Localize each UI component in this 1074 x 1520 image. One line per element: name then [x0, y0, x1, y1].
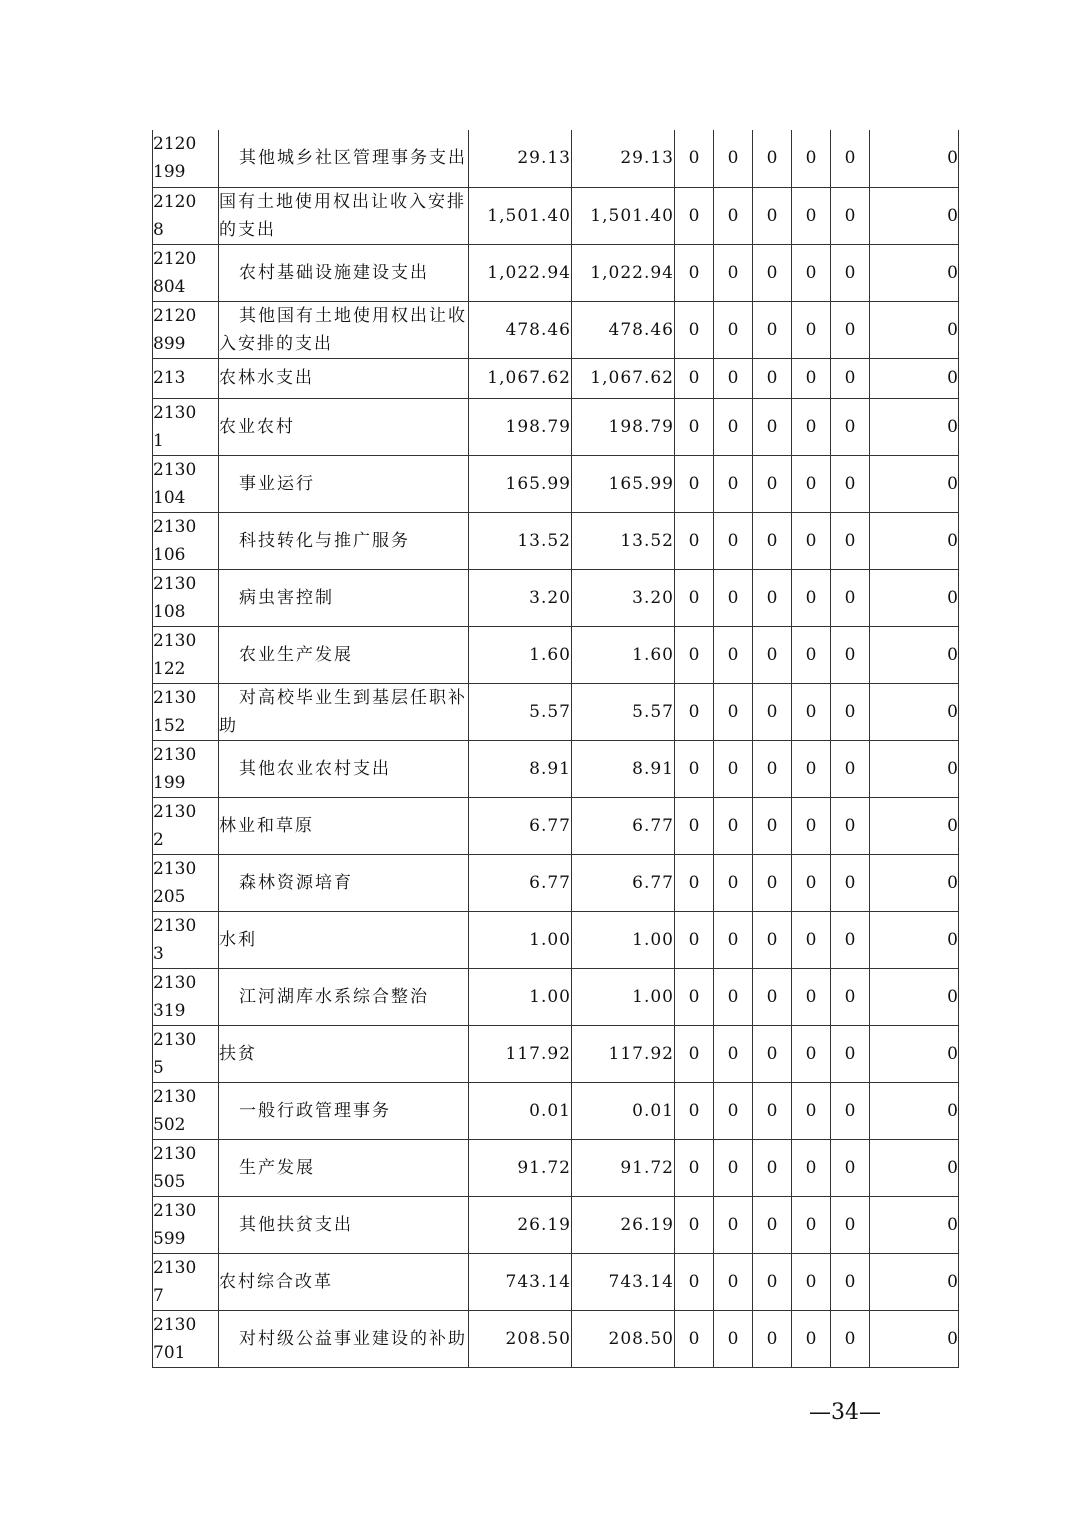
amount-cell: 117.92 [469, 1025, 572, 1082]
amount-cell: 208.50 [572, 1310, 675, 1367]
item-code-text: 2130 108 [153, 573, 197, 622]
item-name-text: 其他农业农村支出 [239, 758, 391, 779]
amount-cell: 165.99 [572, 455, 675, 512]
zero-cell: 0 [675, 455, 714, 512]
zero-cell: 0 [792, 683, 831, 740]
zero-cell: 0 [714, 301, 753, 358]
item-name [219, 740, 469, 797]
item-name-text: 对村级公益事业建设的补助 [239, 1328, 467, 1349]
zero-cell: 0 [870, 683, 959, 740]
amount-cell: 91.72 [572, 1139, 675, 1196]
item-code-text: 2130 505 [153, 1143, 197, 1192]
item-code-text: 2130 104 [153, 459, 197, 508]
zero-cell: 0 [675, 244, 714, 301]
amount-cell: 478.46 [469, 301, 572, 358]
zero-cell: 0 [792, 1082, 831, 1139]
zero-cell: 0 [792, 626, 831, 683]
amount-cell: 8.91 [572, 740, 675, 797]
zero-cell: 0 [714, 130, 753, 187]
item-code-text: 2120 804 [153, 248, 197, 297]
budget-table [152, 130, 959, 1368]
item-name-text: 扶贫 [219, 1043, 257, 1064]
amount-cell: 198.79 [469, 398, 572, 455]
table-row [153, 569, 959, 626]
zero-cell: 0 [714, 797, 753, 854]
zero-cell: 0 [831, 130, 870, 187]
amount-cell: 1,022.94 [572, 244, 675, 301]
zero-cell: 0 [792, 130, 831, 187]
amount-cell: 165.99 [469, 455, 572, 512]
table-row [153, 1196, 959, 1253]
item-name-text: 其他国有土地使用权出让收入安排的支出 [219, 305, 467, 354]
table-row [153, 797, 959, 854]
item-name [219, 512, 469, 569]
zero-cell: 0 [714, 854, 753, 911]
zero-cell: 0 [870, 968, 959, 1025]
table-row [153, 1253, 959, 1310]
item-code [153, 358, 219, 398]
table-row [153, 512, 959, 569]
amount-cell: 13.52 [469, 512, 572, 569]
zero-cell: 0 [870, 1139, 959, 1196]
item-name-text: 森林资源培育 [239, 872, 353, 893]
item-code-text: 2120 199 [153, 134, 197, 183]
item-name-text: 对高校毕业生到基层任职补助 [219, 687, 467, 736]
zero-cell: 0 [792, 569, 831, 626]
zero-cell: 0 [753, 1253, 792, 1310]
zero-cell: 0 [792, 1310, 831, 1367]
zero-cell: 0 [792, 244, 831, 301]
zero-cell: 0 [870, 1025, 959, 1082]
zero-cell: 0 [831, 1139, 870, 1196]
item-name-text: 国有土地使用权出让收入安排的支出 [219, 191, 466, 240]
zero-cell: 0 [831, 301, 870, 358]
item-code [153, 455, 219, 512]
item-name-text: 农业生产发展 [239, 644, 353, 665]
amount-cell: 478.46 [572, 301, 675, 358]
item-code [153, 301, 219, 358]
zero-cell: 0 [675, 398, 714, 455]
table-row [153, 1082, 959, 1139]
item-code [153, 797, 219, 854]
zero-cell: 0 [675, 683, 714, 740]
item-name [219, 398, 469, 455]
item-code-text: 2130 7 [153, 1257, 197, 1306]
amount-cell: 6.77 [469, 854, 572, 911]
item-code [153, 683, 219, 740]
zero-cell: 0 [792, 455, 831, 512]
zero-cell: 0 [753, 626, 792, 683]
zero-cell: 0 [831, 797, 870, 854]
item-code [153, 626, 219, 683]
amount-cell: 5.57 [572, 683, 675, 740]
item-name-text: 农村基础设施建设支出 [239, 262, 429, 283]
amount-cell: 1.00 [572, 968, 675, 1025]
item-code [153, 130, 219, 187]
zero-cell: 0 [870, 512, 959, 569]
zero-cell: 0 [870, 1253, 959, 1310]
zero-cell: 0 [714, 683, 753, 740]
zero-cell: 0 [831, 358, 870, 398]
item-code-text: 2130 5 [153, 1029, 197, 1078]
amount-cell: 6.77 [469, 797, 572, 854]
amount-cell: 1.00 [469, 911, 572, 968]
table-row [153, 187, 959, 244]
amount-cell: 6.77 [572, 854, 675, 911]
item-code-text: 2130 199 [153, 744, 197, 793]
zero-cell: 0 [675, 512, 714, 569]
zero-cell: 0 [714, 1253, 753, 1310]
item-code-text: 213 [153, 368, 186, 388]
zero-cell: 0 [714, 455, 753, 512]
zero-cell: 0 [831, 626, 870, 683]
item-name [219, 358, 469, 398]
table-row [153, 683, 959, 740]
amount-cell: 1.00 [572, 911, 675, 968]
zero-cell: 0 [675, 130, 714, 187]
zero-cell: 0 [870, 398, 959, 455]
item-code-text: 2120 8 [153, 191, 197, 240]
zero-cell: 0 [831, 1082, 870, 1139]
zero-cell: 0 [792, 1139, 831, 1196]
zero-cell: 0 [675, 569, 714, 626]
amount-cell: 1.00 [469, 968, 572, 1025]
zero-cell: 0 [753, 569, 792, 626]
item-name [219, 626, 469, 683]
zero-cell: 0 [792, 187, 831, 244]
zero-cell: 0 [675, 740, 714, 797]
amount-cell: 3.20 [572, 569, 675, 626]
zero-cell: 0 [870, 569, 959, 626]
item-name-text: 科技转化与推广服务 [239, 530, 410, 551]
zero-cell: 0 [831, 968, 870, 1025]
zero-cell: 0 [753, 854, 792, 911]
item-name-text: 一般行政管理事务 [239, 1100, 391, 1121]
zero-cell: 0 [714, 911, 753, 968]
item-name-text: 林业和草原 [219, 815, 314, 836]
zero-cell: 0 [831, 187, 870, 244]
amount-cell: 1.60 [469, 626, 572, 683]
zero-cell: 0 [753, 1139, 792, 1196]
zero-cell: 0 [714, 569, 753, 626]
item-code [153, 512, 219, 569]
zero-cell: 0 [870, 301, 959, 358]
zero-cell: 0 [675, 358, 714, 398]
item-code [153, 740, 219, 797]
amount-cell: 8.91 [469, 740, 572, 797]
item-code [153, 1025, 219, 1082]
item-name [219, 683, 469, 740]
zero-cell: 0 [831, 1253, 870, 1310]
item-name [219, 187, 469, 244]
amount-cell: 198.79 [572, 398, 675, 455]
zero-cell: 0 [870, 740, 959, 797]
zero-cell: 0 [870, 854, 959, 911]
zero-cell: 0 [714, 398, 753, 455]
amount-cell: 29.13 [572, 130, 675, 187]
table-row [153, 398, 959, 455]
zero-cell: 0 [792, 740, 831, 797]
amount-cell: 26.19 [572, 1196, 675, 1253]
amount-cell: 3.20 [469, 569, 572, 626]
item-name [219, 797, 469, 854]
item-code [153, 1253, 219, 1310]
item-code [153, 1082, 219, 1139]
zero-cell: 0 [792, 301, 831, 358]
table-row [153, 455, 959, 512]
item-code-text: 2130 3 [153, 915, 197, 964]
zero-cell: 0 [675, 1025, 714, 1082]
item-name [219, 1310, 469, 1367]
item-name [219, 1082, 469, 1139]
zero-cell: 0 [714, 1310, 753, 1367]
zero-cell: 0 [675, 1139, 714, 1196]
zero-cell: 0 [753, 911, 792, 968]
zero-cell: 0 [753, 187, 792, 244]
zero-cell: 0 [792, 911, 831, 968]
amount-cell: 1,022.94 [469, 244, 572, 301]
item-code [153, 911, 219, 968]
zero-cell: 0 [870, 797, 959, 854]
zero-cell: 0 [675, 1310, 714, 1367]
table-row [153, 1310, 959, 1367]
amount-cell: 5.57 [469, 683, 572, 740]
item-name [219, 1139, 469, 1196]
zero-cell: 0 [792, 1253, 831, 1310]
zero-cell: 0 [753, 1196, 792, 1253]
zero-cell: 0 [753, 1025, 792, 1082]
table-body [153, 130, 959, 1367]
zero-cell: 0 [753, 301, 792, 358]
item-code-text: 2130 599 [153, 1200, 197, 1249]
zero-cell: 0 [831, 512, 870, 569]
zero-cell: 0 [675, 301, 714, 358]
zero-cell: 0 [753, 683, 792, 740]
table-row [153, 968, 959, 1025]
table-row [153, 740, 959, 797]
zero-cell: 0 [714, 1139, 753, 1196]
zero-cell: 0 [870, 244, 959, 301]
zero-cell: 0 [870, 1310, 959, 1367]
page-number: —34— [809, 1400, 881, 1425]
zero-cell: 0 [714, 1082, 753, 1139]
amount-cell: 26.19 [469, 1196, 572, 1253]
zero-cell: 0 [714, 626, 753, 683]
item-name [219, 1253, 469, 1310]
zero-cell: 0 [792, 968, 831, 1025]
zero-cell: 0 [753, 455, 792, 512]
item-code-text: 2130 701 [153, 1314, 197, 1363]
item-name [219, 911, 469, 968]
item-name-text: 其他扶贫支出 [239, 1214, 353, 1235]
amount-cell: 743.14 [469, 1253, 572, 1310]
item-name [219, 455, 469, 512]
zero-cell: 0 [753, 130, 792, 187]
zero-cell: 0 [831, 569, 870, 626]
zero-cell: 0 [792, 358, 831, 398]
table-row [153, 301, 959, 358]
zero-cell: 0 [792, 398, 831, 455]
item-name [219, 130, 469, 187]
zero-cell: 0 [792, 797, 831, 854]
zero-cell: 0 [714, 512, 753, 569]
table-row [153, 1139, 959, 1196]
item-name [219, 301, 469, 358]
item-code [153, 187, 219, 244]
item-name [219, 569, 469, 626]
zero-cell: 0 [831, 1196, 870, 1253]
zero-cell: 0 [870, 911, 959, 968]
item-name-text: 事业运行 [239, 473, 315, 494]
zero-cell: 0 [753, 1310, 792, 1367]
zero-cell: 0 [753, 358, 792, 398]
table-row [153, 911, 959, 968]
zero-cell: 0 [831, 1310, 870, 1367]
zero-cell: 0 [792, 512, 831, 569]
item-name [219, 1025, 469, 1082]
item-code [153, 854, 219, 911]
item-code-text: 2130 106 [153, 516, 197, 565]
zero-cell: 0 [870, 187, 959, 244]
zero-cell: 0 [675, 854, 714, 911]
item-name [219, 244, 469, 301]
item-name-text: 其他城乡社区管理事务支出 [239, 148, 467, 169]
item-name-text: 病虫害控制 [239, 587, 334, 608]
item-code-text: 2120 899 [153, 305, 197, 354]
item-name-text: 水利 [219, 929, 257, 950]
item-code-text: 2130 502 [153, 1086, 197, 1135]
amount-cell: 1,067.62 [572, 358, 675, 398]
amount-cell: 1,501.40 [469, 187, 572, 244]
item-name [219, 968, 469, 1025]
item-code [153, 1196, 219, 1253]
table-row [153, 130, 959, 187]
item-code-text: 2130 319 [153, 972, 197, 1021]
zero-cell: 0 [792, 1196, 831, 1253]
item-code [153, 1310, 219, 1367]
amount-cell: 1.60 [572, 626, 675, 683]
zero-cell: 0 [714, 1196, 753, 1253]
zero-cell: 0 [792, 854, 831, 911]
zero-cell: 0 [753, 797, 792, 854]
zero-cell: 0 [714, 1025, 753, 1082]
item-name-text: 江河湖库水系综合整治 [239, 986, 429, 1007]
zero-cell: 0 [831, 740, 870, 797]
item-name-text: 农村综合改革 [219, 1271, 333, 1292]
zero-cell: 0 [831, 911, 870, 968]
zero-cell: 0 [870, 626, 959, 683]
item-name-text: 农业农村 [219, 416, 295, 437]
amount-cell: 117.92 [572, 1025, 675, 1082]
amount-cell: 29.13 [469, 130, 572, 187]
item-code-text: 2130 205 [153, 858, 197, 907]
item-code [153, 968, 219, 1025]
zero-cell: 0 [831, 244, 870, 301]
zero-cell: 0 [675, 187, 714, 244]
zero-cell: 0 [831, 398, 870, 455]
item-code [153, 569, 219, 626]
zero-cell: 0 [831, 683, 870, 740]
item-code [153, 244, 219, 301]
zero-cell: 0 [753, 1082, 792, 1139]
zero-cell: 0 [714, 244, 753, 301]
zero-cell: 0 [714, 968, 753, 1025]
zero-cell: 0 [870, 358, 959, 398]
zero-cell: 0 [675, 911, 714, 968]
table-row [153, 854, 959, 911]
amount-cell: 0.01 [469, 1082, 572, 1139]
zero-cell: 0 [714, 187, 753, 244]
amount-cell: 208.50 [469, 1310, 572, 1367]
zero-cell: 0 [870, 130, 959, 187]
item-name-text: 生产发展 [239, 1157, 315, 1178]
zero-cell: 0 [714, 740, 753, 797]
zero-cell: 0 [675, 968, 714, 1025]
zero-cell: 0 [675, 1196, 714, 1253]
table-row [153, 358, 959, 398]
zero-cell: 0 [675, 797, 714, 854]
item-code-text: 2130 2 [153, 801, 197, 850]
item-name-text: 农林水支出 [219, 368, 314, 388]
zero-cell: 0 [753, 398, 792, 455]
zero-cell: 0 [870, 455, 959, 512]
zero-cell: 0 [831, 455, 870, 512]
zero-cell: 0 [792, 1025, 831, 1082]
zero-cell: 0 [870, 1082, 959, 1139]
item-code-text: 2130 122 [153, 630, 197, 679]
zero-cell: 0 [831, 854, 870, 911]
amount-cell: 1,501.40 [572, 187, 675, 244]
item-name [219, 854, 469, 911]
zero-cell: 0 [675, 1082, 714, 1139]
zero-cell: 0 [753, 244, 792, 301]
item-code-text: 2130 1 [153, 402, 197, 451]
item-code [153, 1139, 219, 1196]
table-row [153, 626, 959, 683]
zero-cell: 0 [870, 1196, 959, 1253]
zero-cell: 0 [753, 740, 792, 797]
item-code-text: 2130 152 [153, 687, 197, 736]
zero-cell: 0 [714, 358, 753, 398]
amount-cell: 1,067.62 [469, 358, 572, 398]
amount-cell: 13.52 [572, 512, 675, 569]
amount-cell: 6.77 [572, 797, 675, 854]
zero-cell: 0 [753, 968, 792, 1025]
item-code [153, 398, 219, 455]
item-name [219, 1196, 469, 1253]
zero-cell: 0 [675, 1253, 714, 1310]
table-row [153, 244, 959, 301]
zero-cell: 0 [831, 1025, 870, 1082]
zero-cell: 0 [675, 626, 714, 683]
amount-cell: 0.01 [572, 1082, 675, 1139]
amount-cell: 743.14 [572, 1253, 675, 1310]
zero-cell: 0 [753, 512, 792, 569]
table-row [153, 1025, 959, 1082]
amount-cell: 91.72 [469, 1139, 572, 1196]
